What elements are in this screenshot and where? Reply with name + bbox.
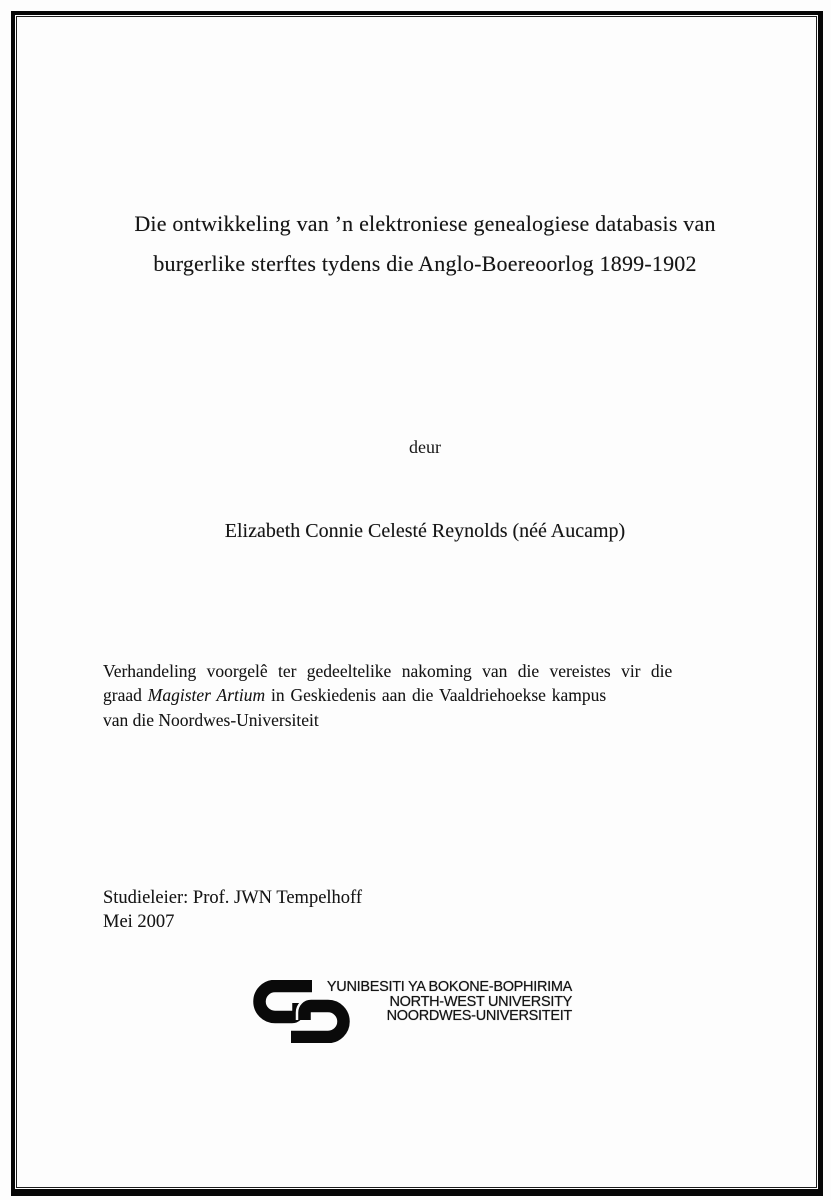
thesis-title-line-2: burgerlike sterftes tydens die Anglo-Boereoorlog 1899-1902 <box>153 251 697 276</box>
degree-name-italic: Magister Artium <box>147 685 266 706</box>
logo-line-english: NORTH-WEST UNIVERSITY <box>389 993 572 1010</box>
university-logo-text <box>318 980 572 1024</box>
declaration-line-1: Verhandeling voorgelê ter gedeeltelike nakoming van die vereistes vir die <box>103 661 673 681</box>
declaration-line-2 <box>103 683 753 707</box>
declaration-line-2-post: in Geskiedenis aan die Vaaldriehoekse kampus <box>265 685 607 706</box>
author-name: Elizabeth Connie Celesté Reynolds (néé Aucamp) <box>224 520 626 542</box>
date-line: Mei 2007 <box>103 912 175 932</box>
footer-block <box>103 886 362 934</box>
thesis-title <box>100 204 750 284</box>
logo-line-afrikaans: NOORDWES-UNIVERSITEIT <box>386 1008 572 1024</box>
logo-line-setswana: YUNIBESITI YA BOKONE-BOPHIRIMA <box>326 979 572 995</box>
declaration-line-2-pre: graad <box>103 685 148 706</box>
degree-declaration <box>103 659 753 732</box>
declaration-line-3: van die Noordwes-Universiteit <box>103 709 319 730</box>
byline-label: deur <box>409 437 441 457</box>
thesis-title-line-1: Die ontwikkeling van ’n elektroniese genealogiese databasis van <box>134 211 716 236</box>
supervisor-line: Studieleier: Prof. JWN Tempelhoff <box>103 888 363 908</box>
